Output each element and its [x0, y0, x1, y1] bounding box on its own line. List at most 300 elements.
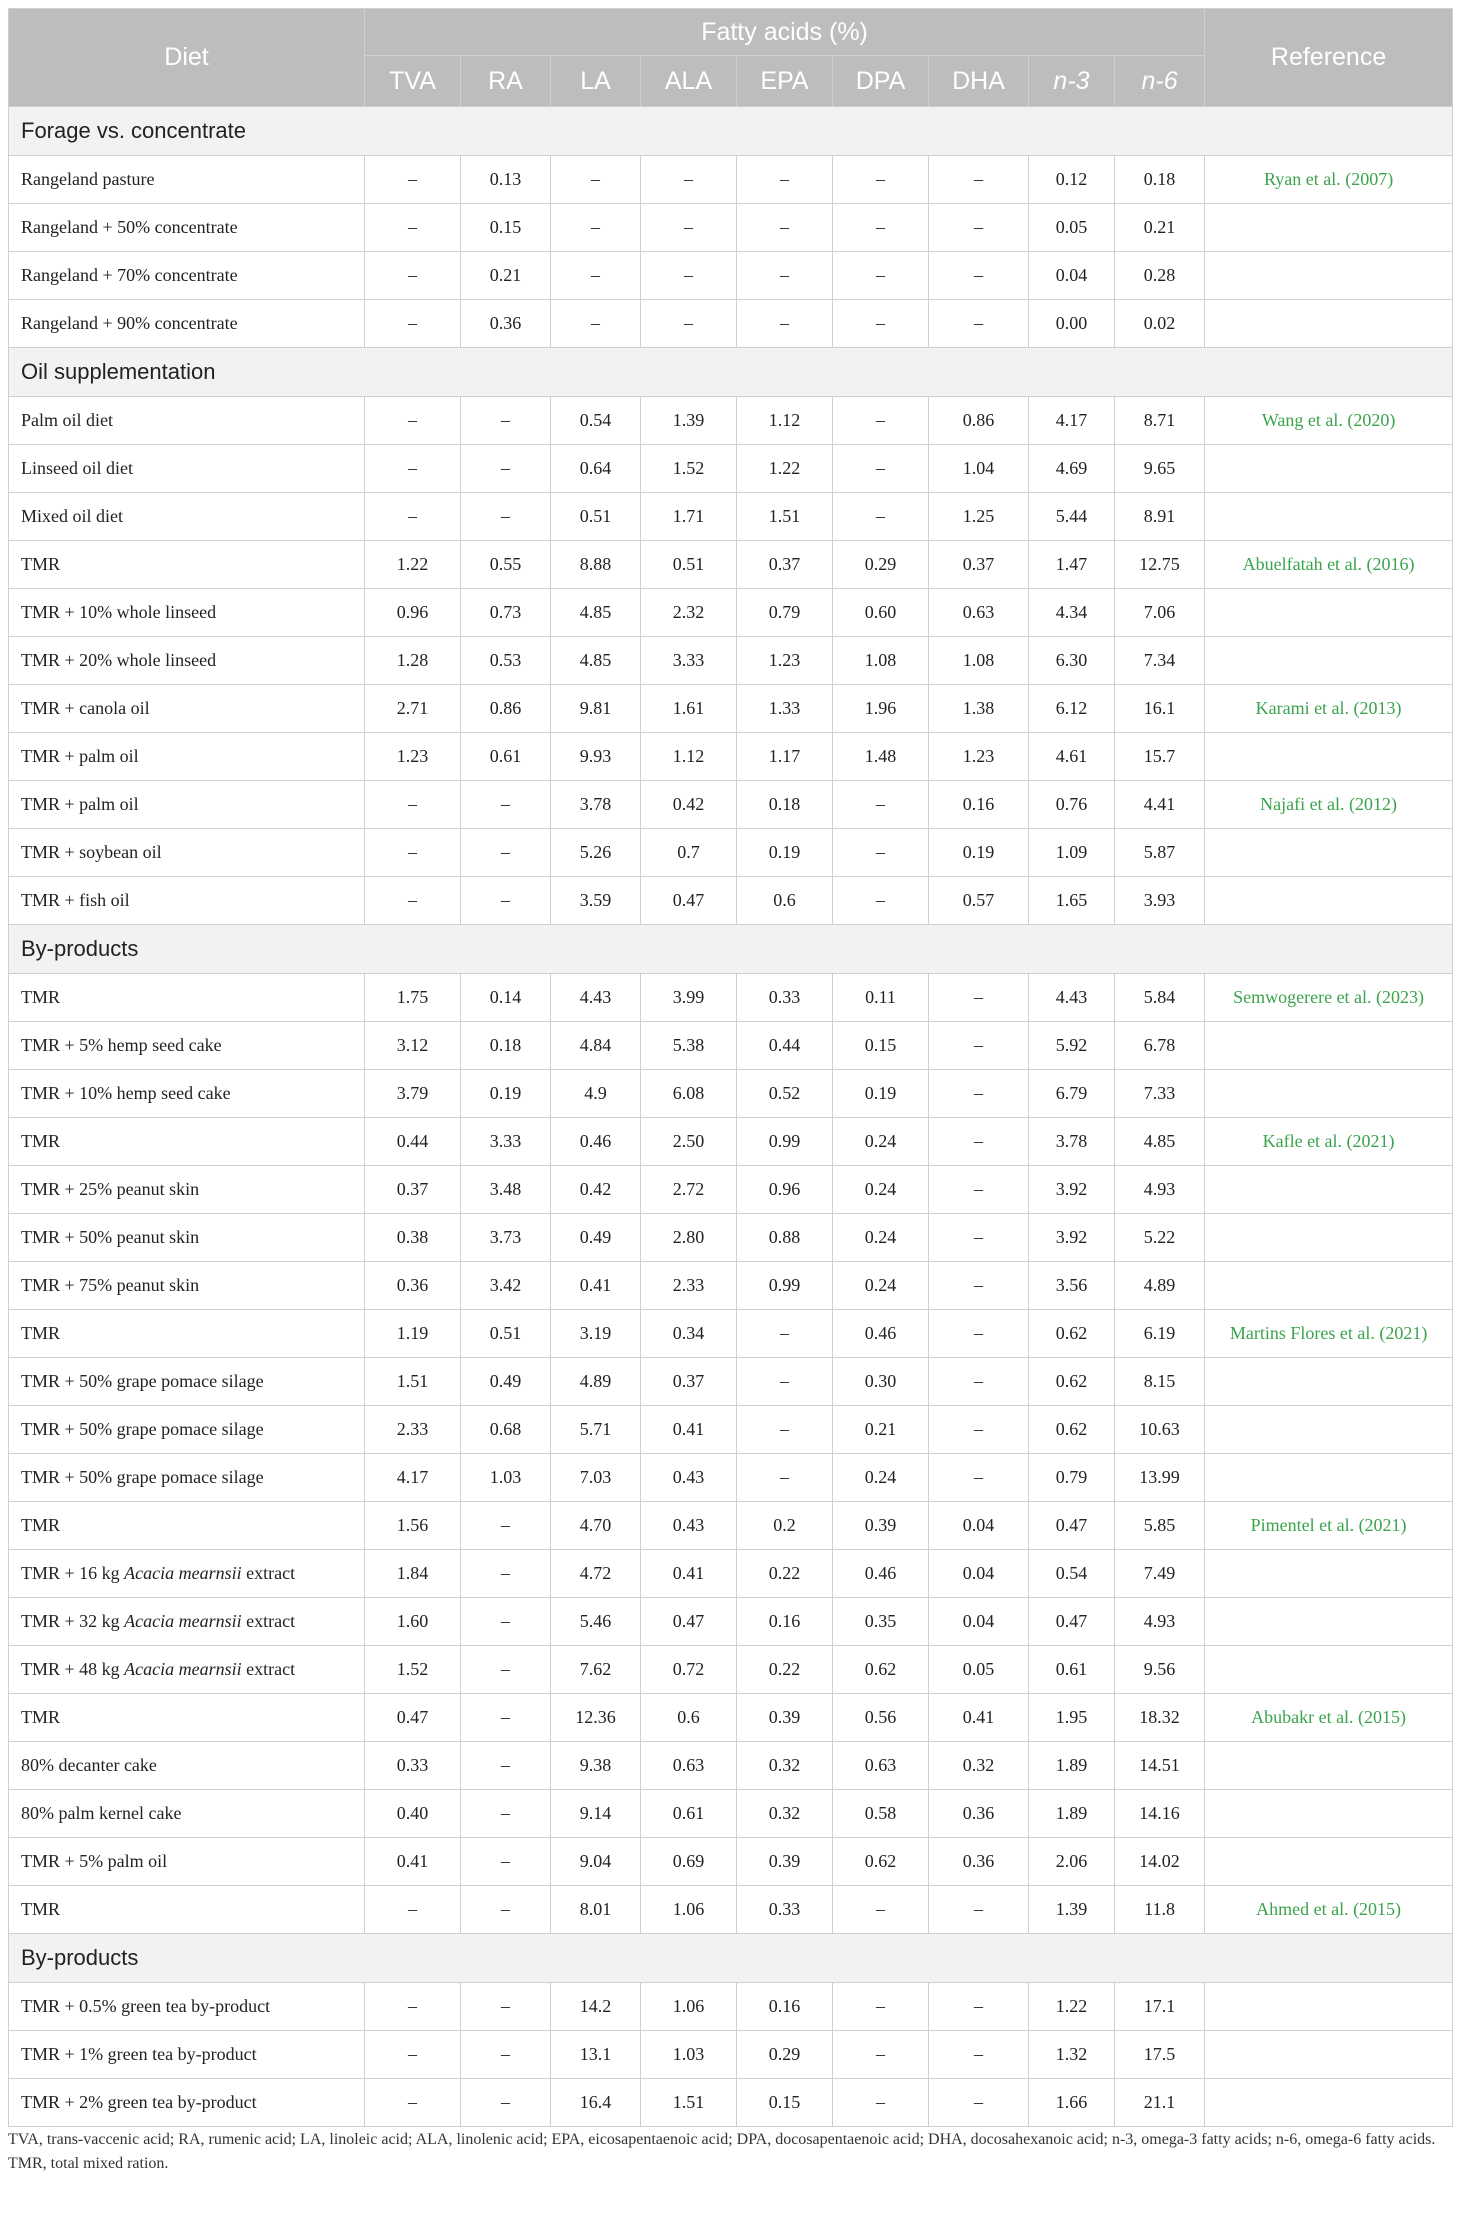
reference-column-header: Reference	[1205, 9, 1453, 107]
value-cell: –	[461, 877, 551, 925]
value-cell: 0.29	[737, 2031, 833, 2079]
table-row	[9, 541, 1453, 589]
value-cell: –	[461, 829, 551, 877]
value-cell: 0.37	[641, 1358, 737, 1406]
value-cell: 0.62	[833, 1838, 929, 1886]
value-cell: 0.22	[737, 1550, 833, 1598]
diet-cell: TMR + 1% green tea by-product	[9, 2031, 365, 2079]
value-cell: 0.61	[461, 733, 551, 781]
value-cell: –	[929, 1262, 1029, 1310]
value-cell: 12.36	[551, 1694, 641, 1742]
value-cell: 5.38	[641, 1022, 737, 1070]
table-row	[9, 1454, 1453, 1502]
value-cell: 4.85	[1115, 1118, 1205, 1166]
value-cell: 0.22	[737, 1646, 833, 1694]
table-row	[9, 685, 1453, 733]
value-cell: 1.51	[365, 1358, 461, 1406]
value-cell: 0.46	[551, 1118, 641, 1166]
diet-cell: TMR	[9, 1118, 365, 1166]
value-cell: –	[365, 781, 461, 829]
value-cell: 2.71	[365, 685, 461, 733]
column-header: TVA	[365, 56, 461, 107]
table-row	[9, 1598, 1453, 1646]
footnote-abbreviations: TVA, trans-vaccenic acid; RA, rumenic acid; LA, linoleic acid; ALA, linolenic acid; EPA, eicosapentaenoic acid; DPA, docosapentaenoic acid; DHA, docosahexanoic acid; n-3, omega-3 fatty acids; n-6, omega-6 fatty acids.	[8, 2131, 1436, 2148]
value-cell: 1.04	[929, 445, 1029, 493]
table-row	[9, 1502, 1453, 1550]
value-cell: 4.93	[1115, 1166, 1205, 1214]
reference-link	[1205, 1838, 1453, 1886]
value-cell: 4.61	[1029, 733, 1115, 781]
value-cell: 10.63	[1115, 1406, 1205, 1454]
table-row	[9, 1214, 1453, 1262]
value-cell: –	[641, 300, 737, 348]
value-cell: 17.1	[1115, 1983, 1205, 2031]
value-cell: –	[461, 397, 551, 445]
reference-link	[1205, 733, 1453, 781]
value-cell: –	[365, 2031, 461, 2079]
value-cell: 0.41	[929, 1694, 1029, 1742]
diet-cell: TMR	[9, 1310, 365, 1358]
value-cell: –	[461, 781, 551, 829]
reference-link[interactable]: Pimentel et al. (2021)	[1205, 1502, 1453, 1550]
reference-link	[1205, 1790, 1453, 1838]
value-cell: 6.79	[1029, 1070, 1115, 1118]
value-cell: 1.75	[365, 974, 461, 1022]
column-header: ALA	[641, 56, 737, 107]
reference-link	[1205, 589, 1453, 637]
value-cell: 0.7	[641, 829, 737, 877]
value-cell: 0.36	[929, 1838, 1029, 1886]
value-cell: –	[929, 1983, 1029, 2031]
value-cell: –	[737, 1310, 833, 1358]
value-cell: 1.33	[737, 685, 833, 733]
reference-link	[1205, 2031, 1453, 2079]
value-cell: 4.89	[551, 1358, 641, 1406]
diet-column-header: Diet	[9, 9, 365, 107]
table-row	[9, 1886, 1453, 1934]
value-cell: 7.03	[551, 1454, 641, 1502]
value-cell: 14.51	[1115, 1742, 1205, 1790]
table-body	[9, 107, 1453, 2127]
value-cell: 0.34	[641, 1310, 737, 1358]
diet-cell: TMR + 10% whole linseed	[9, 589, 365, 637]
value-cell: 3.79	[365, 1070, 461, 1118]
value-cell: 13.1	[551, 2031, 641, 2079]
value-cell: 0.79	[1029, 1454, 1115, 1502]
value-cell: 1.25	[929, 493, 1029, 541]
value-cell: –	[737, 252, 833, 300]
reference-link[interactable]: Kafle et al. (2021)	[1205, 1118, 1453, 1166]
value-cell: 0.63	[641, 1742, 737, 1790]
value-cell: –	[365, 445, 461, 493]
diet-text: extract	[241, 1563, 296, 1583]
value-cell: 0.54	[1029, 1550, 1115, 1598]
value-cell: –	[461, 1742, 551, 1790]
value-cell: 8.71	[1115, 397, 1205, 445]
value-cell: –	[461, 2031, 551, 2079]
value-cell: 0.39	[737, 1694, 833, 1742]
value-cell: –	[365, 156, 461, 204]
value-cell: 0.73	[461, 589, 551, 637]
value-cell: –	[461, 1646, 551, 1694]
value-cell: –	[833, 1983, 929, 2031]
value-cell: 0.64	[551, 445, 641, 493]
reference-link[interactable]: Karami et al. (2013)	[1205, 685, 1453, 733]
value-cell: 1.51	[641, 2079, 737, 2127]
reference-link	[1205, 300, 1453, 348]
value-cell: 0.43	[641, 1502, 737, 1550]
diet-cell: TMR	[9, 1694, 365, 1742]
value-cell: 0.63	[929, 589, 1029, 637]
value-cell: 2.06	[1029, 1838, 1115, 1886]
diet-cell: Rangeland + 90% concentrate	[9, 300, 365, 348]
reference-link	[1205, 829, 1453, 877]
value-cell: –	[461, 1886, 551, 1934]
value-cell: 3.92	[1029, 1166, 1115, 1214]
value-cell: 1.52	[641, 445, 737, 493]
value-cell: 1.39	[641, 397, 737, 445]
value-cell: 12.75	[1115, 541, 1205, 589]
value-cell: –	[833, 2031, 929, 2079]
value-cell: –	[641, 156, 737, 204]
value-cell: –	[365, 493, 461, 541]
value-cell: 0.33	[737, 974, 833, 1022]
diet-cell: TMR	[9, 1502, 365, 1550]
value-cell: 1.52	[365, 1646, 461, 1694]
diet-text: TMR + 32 kg	[21, 1611, 125, 1631]
value-cell: 18.32	[1115, 1694, 1205, 1742]
reference-link	[1205, 1406, 1453, 1454]
species-name: Acacia mearnsii	[124, 1563, 242, 1583]
section-row	[9, 107, 1453, 156]
value-cell: 5.84	[1115, 974, 1205, 1022]
value-cell: 1.60	[365, 1598, 461, 1646]
diet-cell: 80% decanter cake	[9, 1742, 365, 1790]
value-cell: 8.15	[1115, 1358, 1205, 1406]
value-cell: 0.24	[833, 1262, 929, 1310]
column-header: RA	[461, 56, 551, 107]
value-cell: 11.8	[1115, 1886, 1205, 1934]
value-cell: 5.71	[551, 1406, 641, 1454]
value-cell: –	[833, 204, 929, 252]
value-cell: –	[365, 397, 461, 445]
value-cell: –	[929, 1166, 1029, 1214]
value-cell: 0.33	[737, 1886, 833, 1934]
value-cell: 0.37	[365, 1166, 461, 1214]
table-row	[9, 1166, 1453, 1214]
value-cell: 0.41	[641, 1550, 737, 1598]
value-cell: 0.6	[737, 877, 833, 925]
value-cell: –	[365, 877, 461, 925]
value-cell: 3.92	[1029, 1214, 1115, 1262]
value-cell: –	[461, 1598, 551, 1646]
value-cell: 1.51	[737, 493, 833, 541]
value-cell: 0.00	[1029, 300, 1115, 348]
value-cell: –	[833, 1886, 929, 1934]
value-cell: 2.32	[641, 589, 737, 637]
value-cell: 0.62	[833, 1646, 929, 1694]
value-cell: 0.54	[551, 397, 641, 445]
value-cell: 6.78	[1115, 1022, 1205, 1070]
value-cell: –	[929, 1022, 1029, 1070]
table-row	[9, 445, 1453, 493]
value-cell: 9.93	[551, 733, 641, 781]
diet-cell: 80% palm kernel cake	[9, 1790, 365, 1838]
value-cell: 3.59	[551, 877, 641, 925]
value-cell: 1.89	[1029, 1742, 1115, 1790]
value-cell: –	[833, 156, 929, 204]
value-cell: 0.49	[551, 1214, 641, 1262]
value-cell: –	[737, 156, 833, 204]
section-row	[9, 925, 1453, 974]
column-header: DHA	[929, 56, 1029, 107]
value-cell: 0.41	[365, 1838, 461, 1886]
value-cell: 0.51	[641, 541, 737, 589]
section-title: By-products	[9, 925, 1453, 974]
value-cell: 3.99	[641, 974, 737, 1022]
table-row	[9, 877, 1453, 925]
value-cell: 0.19	[929, 829, 1029, 877]
value-cell: 5.46	[551, 1598, 641, 1646]
reference-link	[1205, 1983, 1453, 2031]
value-cell: 14.16	[1115, 1790, 1205, 1838]
value-cell: 0.42	[641, 781, 737, 829]
value-cell: 1.71	[641, 493, 737, 541]
value-cell: 0.63	[833, 1742, 929, 1790]
value-cell: 4.69	[1029, 445, 1115, 493]
value-cell: 5.87	[1115, 829, 1205, 877]
table-row	[9, 2031, 1453, 2079]
value-cell: –	[929, 1886, 1029, 1934]
value-cell: 0.44	[365, 1118, 461, 1166]
value-cell: 4.89	[1115, 1262, 1205, 1310]
value-cell: 7.33	[1115, 1070, 1205, 1118]
column-header: EPA	[737, 56, 833, 107]
reference-link[interactable]: Abuelfatah et al. (2016)	[1205, 541, 1453, 589]
value-cell: 0.46	[833, 1310, 929, 1358]
value-cell: 0.58	[833, 1790, 929, 1838]
footnote-tmr: TMR, total mixed ration.	[8, 2155, 169, 2172]
value-cell: 3.12	[365, 1022, 461, 1070]
value-cell: 0.36	[365, 1262, 461, 1310]
value-cell: 1.22	[737, 445, 833, 493]
value-cell: –	[929, 1406, 1029, 1454]
column-header: LA	[551, 56, 641, 107]
diet-cell: TMR + 50% grape pomace silage	[9, 1406, 365, 1454]
value-cell: 8.91	[1115, 493, 1205, 541]
value-cell: 2.33	[365, 1406, 461, 1454]
reference-link[interactable]: Ahmed et al. (2015)	[1205, 1886, 1453, 1934]
value-cell: –	[929, 1214, 1029, 1262]
value-cell: 9.04	[551, 1838, 641, 1886]
value-cell: 1.47	[1029, 541, 1115, 589]
value-cell: 1.95	[1029, 1694, 1115, 1742]
value-cell: 1.23	[365, 733, 461, 781]
value-cell: 0.15	[461, 204, 551, 252]
reference-link	[1205, 877, 1453, 925]
value-cell: 0.79	[737, 589, 833, 637]
value-cell: –	[929, 252, 1029, 300]
value-cell: 5.85	[1115, 1502, 1205, 1550]
reference-link[interactable]: Semwogerere et al. (2023)	[1205, 974, 1453, 1022]
value-cell: 7.62	[551, 1646, 641, 1694]
value-cell: 1.32	[1029, 2031, 1115, 2079]
value-cell: 1.09	[1029, 829, 1115, 877]
section-title: Oil supplementation	[9, 348, 1453, 397]
value-cell: –	[461, 493, 551, 541]
fatty-acids-header: Fatty acids (%)	[365, 9, 1205, 56]
value-cell: 0.36	[461, 300, 551, 348]
diet-text: TMR + 48 kg	[21, 1659, 125, 1679]
value-cell: 0.35	[833, 1598, 929, 1646]
value-cell: 0.6	[641, 1694, 737, 1742]
value-cell: 1.28	[365, 637, 461, 685]
value-cell: 4.70	[551, 1502, 641, 1550]
value-cell: 1.38	[929, 685, 1029, 733]
value-cell: 4.17	[365, 1454, 461, 1502]
value-cell: –	[461, 1550, 551, 1598]
reference-link	[1205, 204, 1453, 252]
reference-link[interactable]: Ryan et al. (2007)	[1205, 156, 1453, 204]
value-cell: 7.34	[1115, 637, 1205, 685]
value-cell: 0.32	[929, 1742, 1029, 1790]
value-cell: 0.69	[641, 1838, 737, 1886]
diet-text: extract	[241, 1611, 296, 1631]
value-cell: 17.5	[1115, 2031, 1205, 2079]
value-cell: 8.88	[551, 541, 641, 589]
value-cell: 0.52	[737, 1070, 833, 1118]
value-cell: 0.41	[641, 1406, 737, 1454]
value-cell: 0.16	[737, 1983, 833, 2031]
value-cell: 0.62	[1029, 1310, 1115, 1358]
section-title: Forage vs. concentrate	[9, 107, 1453, 156]
value-cell: 0.88	[737, 1214, 833, 1262]
diet-cell: TMR + 50% grape pomace silage	[9, 1454, 365, 1502]
diet-cell: Linseed oil diet	[9, 445, 365, 493]
value-cell: 0.05	[1029, 204, 1115, 252]
value-cell: 0.76	[1029, 781, 1115, 829]
table-row	[9, 252, 1453, 300]
value-cell: 0.72	[641, 1646, 737, 1694]
value-cell: 0.15	[737, 2079, 833, 2127]
value-cell: –	[833, 877, 929, 925]
value-cell: 6.08	[641, 1070, 737, 1118]
table-row	[9, 1262, 1453, 1310]
value-cell: 0.62	[1029, 1406, 1115, 1454]
reference-link	[1205, 1454, 1453, 1502]
table-row	[9, 974, 1453, 1022]
reference-link	[1205, 1022, 1453, 1070]
value-cell: 3.56	[1029, 1262, 1115, 1310]
table-row	[9, 1118, 1453, 1166]
table-row	[9, 1550, 1453, 1598]
value-cell: 0.51	[551, 493, 641, 541]
value-cell: 0.99	[737, 1118, 833, 1166]
reference-link[interactable]: Abubakr et al. (2015)	[1205, 1694, 1453, 1742]
value-cell: 0.43	[641, 1454, 737, 1502]
reference-link	[1205, 2079, 1453, 2127]
value-cell: 0.32	[737, 1790, 833, 1838]
value-cell: 0.61	[641, 1790, 737, 1838]
diet-cell	[9, 1550, 365, 1598]
table-row	[9, 156, 1453, 204]
value-cell: 1.08	[833, 637, 929, 685]
diet-cell: TMR + palm oil	[9, 781, 365, 829]
section-title: By-products	[9, 1934, 1453, 1983]
value-cell: 6.30	[1029, 637, 1115, 685]
value-cell: 0.24	[833, 1454, 929, 1502]
value-cell: –	[365, 829, 461, 877]
reference-link[interactable]: Najafi et al. (2012)	[1205, 781, 1453, 829]
value-cell: –	[461, 445, 551, 493]
column-header: DPA	[833, 56, 929, 107]
reference-link	[1205, 1646, 1453, 1694]
value-cell: 0.39	[737, 1838, 833, 1886]
value-cell: 5.92	[1029, 1022, 1115, 1070]
value-cell: 4.72	[551, 1550, 641, 1598]
value-cell: 0.02	[1115, 300, 1205, 348]
value-cell: 9.81	[551, 685, 641, 733]
value-cell: 0.86	[461, 685, 551, 733]
value-cell: –	[929, 1358, 1029, 1406]
value-cell: 0.13	[461, 156, 551, 204]
value-cell: 0.60	[833, 589, 929, 637]
value-cell: 15.7	[1115, 733, 1205, 781]
value-cell: 2.80	[641, 1214, 737, 1262]
value-cell: 7.06	[1115, 589, 1205, 637]
value-cell: 4.34	[1029, 589, 1115, 637]
table-row	[9, 2079, 1453, 2127]
value-cell: 0.96	[365, 589, 461, 637]
reference-link[interactable]: Wang et al. (2020)	[1205, 397, 1453, 445]
value-cell: 16.1	[1115, 685, 1205, 733]
diet-cell: Rangeland + 70% concentrate	[9, 252, 365, 300]
value-cell: –	[461, 1694, 551, 1742]
value-cell: –	[551, 300, 641, 348]
value-cell: 0.42	[551, 1166, 641, 1214]
value-cell: 0.47	[1029, 1598, 1115, 1646]
table-row	[9, 300, 1453, 348]
reference-link[interactable]: Martins Flores et al. (2021)	[1205, 1310, 1453, 1358]
value-cell: 1.22	[365, 541, 461, 589]
reference-link	[1205, 1742, 1453, 1790]
value-cell: 7.49	[1115, 1550, 1205, 1598]
value-cell: –	[833, 493, 929, 541]
value-cell: 0.99	[737, 1262, 833, 1310]
value-cell: 0.32	[737, 1742, 833, 1790]
value-cell: 0.30	[833, 1358, 929, 1406]
value-cell: –	[929, 2079, 1029, 2127]
reference-link	[1205, 1262, 1453, 1310]
diet-cell	[9, 1646, 365, 1694]
diet-cell: TMR + canola oil	[9, 685, 365, 733]
value-cell: 3.78	[1029, 1118, 1115, 1166]
table-row	[9, 1406, 1453, 1454]
table-row	[9, 1646, 1453, 1694]
value-cell: 0.04	[929, 1598, 1029, 1646]
value-cell: 1.39	[1029, 1886, 1115, 1934]
value-cell: –	[737, 1358, 833, 1406]
diet-cell: TMR + soybean oil	[9, 829, 365, 877]
reference-link	[1205, 1214, 1453, 1262]
value-cell: –	[365, 1886, 461, 1934]
value-cell: 0.21	[1115, 204, 1205, 252]
value-cell: 4.9	[551, 1070, 641, 1118]
species-name: Acacia mearnsii	[124, 1659, 242, 1679]
diet-text: extract	[241, 1659, 296, 1679]
value-cell: –	[929, 1454, 1029, 1502]
value-cell: 9.56	[1115, 1646, 1205, 1694]
